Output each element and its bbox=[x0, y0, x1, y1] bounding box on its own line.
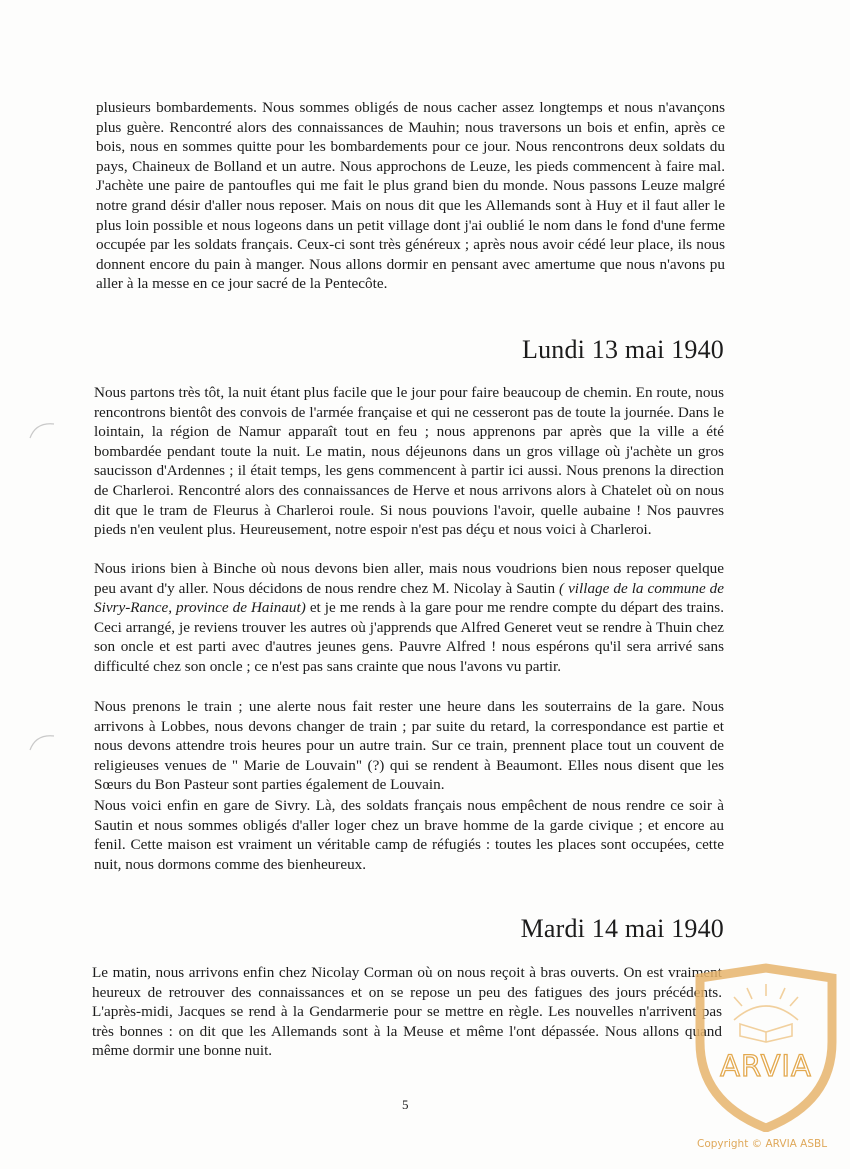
scan-mark-icon bbox=[28, 730, 58, 754]
paragraph-route-to-charleroi: Nous partons très tôt, la nuit étant plus facile que le jour pour faire beaucoup de chemin. En route, nous rencontrons bientôt des convois de l'armée française et qui ne cesseront pas de toute la journée. Dans le lointain, la région de Namur apparaît tout en feu ; nous apprenons par après que la ville a été bombardée pendant toute la nuit. Le matin, nous déjeunons dans un gros village où j'achète un gros saucisson d'Ardennes ; il était temps, les gens commencent à partir ici aussi. Nous prenons la direction de Charleroi. Rencontré alors des connaissances de Herve et nous arrivons alors à Chatelet où on nous dit que le tram de Fleurus à Charleroi roule. Si nous pouvions l'avoir, quelle aubaine ! Nos pauvres pieds n'en veulent plus. Heureusement, notre espoir n'est pas déçu et nous voici à Charleroi. bbox=[94, 384, 724, 539]
paragraph-pentecost-evening: plusieurs bombardements. Nous sommes obligés de nous cacher assez longtemps et nous n'avançons plus guère. Rencontré alors des connaissances de Mauhin; nous traversons un bois et enfin, après ce bois, nous en sommes quitte pour les bombardements pour ce jour. Nous rencontrons deux soldats du pays, Chaineux de Bolland et un autre. Nous approchons de Leuze, les pieds commencent à faire mal. J'achète une paire de pantoufles qui me fait le plus grand bien du monde. Nous passons Leuze malgré notre grand désir d'aller nous reposer. Mais on nous dit que les Allemands sont à Huy et il faut aller le plus loin possible et nous logeons dans un petit village dont j'ai oublié le nom dans le fond d'une ferme occupée par les soldats français. Ceux-ci sont très généreux ; après nous avoir cédé leur place, ils nous donnent encore du pain à manger. Nous allons dormir en pensant avec amertume que nous n'avons pu aller à la messe en ce jour sacré de la Pentecôte. bbox=[96, 99, 725, 293]
sautin-location-note: ( village de la commune de Sivry-Rance, province de Hainaut) bbox=[94, 579, 724, 617]
paragraph-binche-sautin-text-a: Nous irions bien à Binche où nous devons bien aller, mais nous voudrions bien nous reposer quelque peu avant d'y aller. Nous décidons de nous rendre chez M. Nicolay à Sautin bbox=[94, 560, 724, 597]
scan-mark-icon bbox=[28, 418, 58, 442]
paragraph-nicolay-corman: Le matin, nous arrivons enfin chez Nicolay Corman où on nous reçoit à bras ouverts. On est vraiment heureux de retrouver des connaissances et on se repose un peu des fatigues des jours précédents. L'après-midi, Jacques se rend à la Gendarmerie pour se mettre en règle. Les nouvelles n'arrivent pas très bonnes : on dit que les Allemands sont à la Meuse et même l'ont dépassée. Nous allons quand même dormir une bonne nuit. bbox=[92, 964, 722, 1060]
paragraph-binche-sautin-text-b: et je me rends à la gare pour me rendre compte du départ des trains. Ceci arrangé, je reviens trouver les autres où j'apprends que Alfred Generet veut se rendre à Thuin chez son oncle et est parti avec d'autres jeunes gens. Pauvre Alfred ! nous espérons qu'il sera arrivé sans difficulté chez son oncle ; ce n'est pas sans crainte que nous l'avons vu partir. bbox=[94, 599, 724, 675]
paragraph-train-to-lobbes: Nous prenons le train ; une alerte nous fait rester une heure dans les souterrains de la gare. Nous arrivons à Lobbes, nous devons changer de train ; par suite du retard, la correspondance est partie et nous devons attendre trois heures pour un autre train. Sur ce train, prennent place tout un couvent de religieuses venues de " Marie de Louvain" (?) qui se rendent à Beaumont. Elles nous disent que les Sœurs du Bon Pasteur sont parties également de Louvain. bbox=[94, 698, 724, 794]
page-number: 5 bbox=[402, 1097, 409, 1112]
paragraph-binche-sautin bbox=[94, 559, 724, 677]
paragraph-sivry-station: Nous voici enfin en gare de Sivry. Là, des soldats français nous empêchent de nous rendre ce soir à Sautin et nous sommes obligés d'aller loger chez un brave homme de la garde civique ; et encore au fenil. Cette maison est vraiment un véritable camp de réfugiés : toutes les places sont occupées, cette nuit, nous dormons comme des bienheureux. bbox=[94, 797, 724, 873]
copyright-notice: Copyright © ARVIA ASBL bbox=[697, 1138, 828, 1150]
arvia-logo-watermark bbox=[692, 962, 840, 1132]
heading-lundi-13-mai: Lundi 13 mai 1940 bbox=[522, 335, 724, 364]
heading-mardi-14-mai: Mardi 14 mai 1940 bbox=[520, 914, 724, 943]
arvia-logo-text: ARVIA bbox=[720, 1049, 812, 1083]
